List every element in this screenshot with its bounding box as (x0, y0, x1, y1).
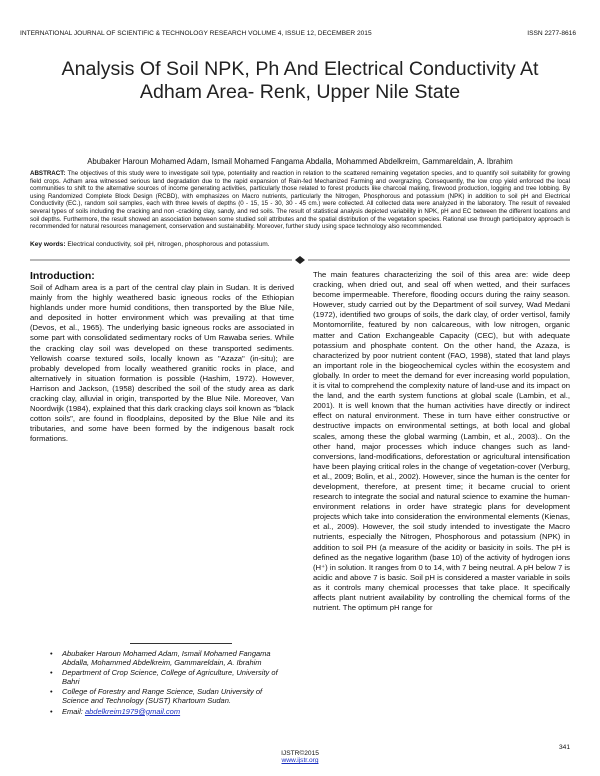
author-list: Abubaker Haroun Mohamed Adam, Ismail Mohamed Fangama Abdalla, Mohammed Abdelkreim, Gammareldain, A. Ibrahim (87, 157, 513, 166)
issn: ISSN 2277-8616 (527, 30, 576, 37)
keywords (30, 241, 570, 248)
email-label: Email: (62, 706, 83, 716)
keywords-text: Electrical conductivity, soil pH, nitrogen, phosphorous and potassium. (67, 241, 270, 248)
author-footnotes (48, 650, 290, 718)
body-paragraph: The main features characterizing the soil of this area are: wide deep cracking, when dried out, and seal off when wetted, and their surfaces become impermeable. Therefore, flooding occurs during the rainy season. However, study carried out by the Department of soil survey, Wad Medani (1972), identified two groups of soils, the dark clay, of order vertisol, family Montomorrilite, featured by non calcareous, with low nitrogen, organic matter and Cation Exchangeable Capacity (CEC), but with adequate potassium and phosphate content. On the other hand, the Azaza, is characterized by poor nutrient content (FAO, 1998), stated that land plays an important role in the biogeochemical cycles within the ecosystem and globally. In order to meet the demand for ever increasing world population, it is vital to comprehend the complexity nature of land-use and its impact on the land, and the earth system functions at global scale (Lambin, et al., 2001). It is well known that the human activities have directly or indirect effect on natural environment. These in turn have either constructive or destructive impacts on environmental settings, at both local and global scales, among these the global warming (Lambin, et al., 2003).. On the other hand, major processes which induce changes such as land-conversions, land-modifications, deforestation or agricultural intensification have been playing critical roles in the change of vegetation-cover (Verburg, et al., 2009; Bolin, et al., 2002). However, since the human is the center for development, therefore, at present time; it became crucial to orient research to integrate the social and natural science to examine the human-environment relations in order have strategic plans for development projects which take into consideration the environmental elements (Kienas, et al., 2009). However, the soil study intended to investigate the Macro nutrients, especially the Nitrogen, Phosphorous and potassium (NPK) in addition to soil PH (a measure of the acidity or basicity in soils. The pH is defined as the negative logarithm (base 10) of the activity of hydrogen ions (H⁺) in solution. It ranges from 0 to 14, with 7 being neutral. A pH below 7 is acidic and above 7 is basic. Soil pH is considered a master variable in soils as it controls many chemical processes that take place. It specifically affects plant nutrient availability by controlling the chemical forms of the nutrient. The optimum pH range for (313, 270, 570, 613)
right-column (313, 270, 570, 613)
email-link[interactable]: abdelkreim1979@gmail.com (84, 706, 181, 716)
footnote-affiliation-2: • College of Forestry and Range Science, Sudan University of Science and Technology (SUST) Khartoum Sudan. (62, 688, 290, 705)
section-divider (30, 255, 570, 265)
page-footer (0, 750, 600, 765)
left-column (30, 270, 294, 445)
divider-diamond-icon (295, 256, 305, 264)
abstract (30, 170, 570, 231)
paper-title: Analysis Of Soil NPK, Ph And Electrical Conductivity At Adham Area- Renk, Upper Nile State (61, 58, 539, 103)
introduction-heading: Introduction: (30, 270, 95, 282)
footnote-affiliation-1: • Department of Crop Science, College of Agriculture, University of Bahri (62, 669, 290, 686)
abstract-label: ABSTRACT: (30, 170, 66, 177)
footnote-authors: • Abubaker Haroun Mohamed Adam, Ismail Mohamed Fangama Abdalla, Mohammed Abdelkreim, Gammareldain, A. Ibrahim (62, 650, 290, 667)
footer-code: IJSTR©2015 (281, 750, 319, 757)
introduction-paragraph: Soil of Adham area is a part of the central clay plain in Sudan. It is derived mainly from the highly weathered basic igneous rocks of the Ethiopian highlands under more humid conditions, then transported by the Blue Nile, and deposited in hotter environment which was prevailing at that time (Devos, et al., 1965). The underlying basic igneous rocks are associated in some part with consolidated sedimentary rocks of Um Rawaba series. While the cracking clay soil was developed on these transported sediments. Yellowish coarse textured soils, locally known as "Azaza" (in-situ); are probably developed from locally weathered granitic rocks in place, and alternatively in situation formation is possible (Hashim, 1972). However, Harrison and Jackson, (1958) described the soil of the study area as dark cracking clay, alluvial in origin, transported by the Blue Nile. Moreover, Van Noordwijk (1984), explained that this dark cracking clays soil known as "black cotton soils", are found in floodplains, deposited by the Blue Nile and its tributaries, and some have been formed by the indigenous basalt rock formations. (30, 283, 294, 444)
abstract-text: The objectives of this study were to investigate soil type, potentiality and reaction in relation to the scattered remaining vegetation species, and to quantify soil suitability for growing field crops. Adham area witnessed serious land degradation due to the rapid expansion of Rain-fed Mechanized Farming and overgrazing. Consequently, the low crop yield enforced the local communities to shift to the alternative sources of income generating activities, particularly those related to forest products like charcoal making, firewood production, logging and tree lobbing. By using Randomized Complete Block Design (RCBD), with emphasizes on Macro nutrients, particularly the Nitrogen, Phosphorous and potassium (NPK) in addition to soil pH and Electrical Conductivity (EC.), random soil samples, each with three levels of depths (0 - 15, 15 - 30, 30 - 45 cm.) were collected. All collected data were analyzed in the laboratory. The result of revealed several types of soils including the cracking and non -cracking clay, sandy, and red soils. The result of statistical analysis depicted variability in NPK, pH and EC between the different locations and soil depths. Furthermore, the result showed an association between some studied soil attributes and the spatial distribution of the vegetation species. Rational use through participatory approach is recommended for natural resources management, conservation and sustainability. Moreover, further study using space technology also recommended. (30, 170, 570, 231)
page-number: 341 (558, 744, 570, 751)
footer-url-link[interactable]: www.ijstr.org (281, 757, 319, 765)
footnote-email (62, 708, 290, 717)
keywords-label: Key words: (30, 241, 66, 248)
footnote-rule (130, 643, 232, 644)
journal-header: INTERNATIONAL JOURNAL OF SCIENTIFIC & TECHNOLOGY RESEARCH VOLUME 4, ISSUE 12, DECEMBER 2015 (20, 30, 372, 37)
